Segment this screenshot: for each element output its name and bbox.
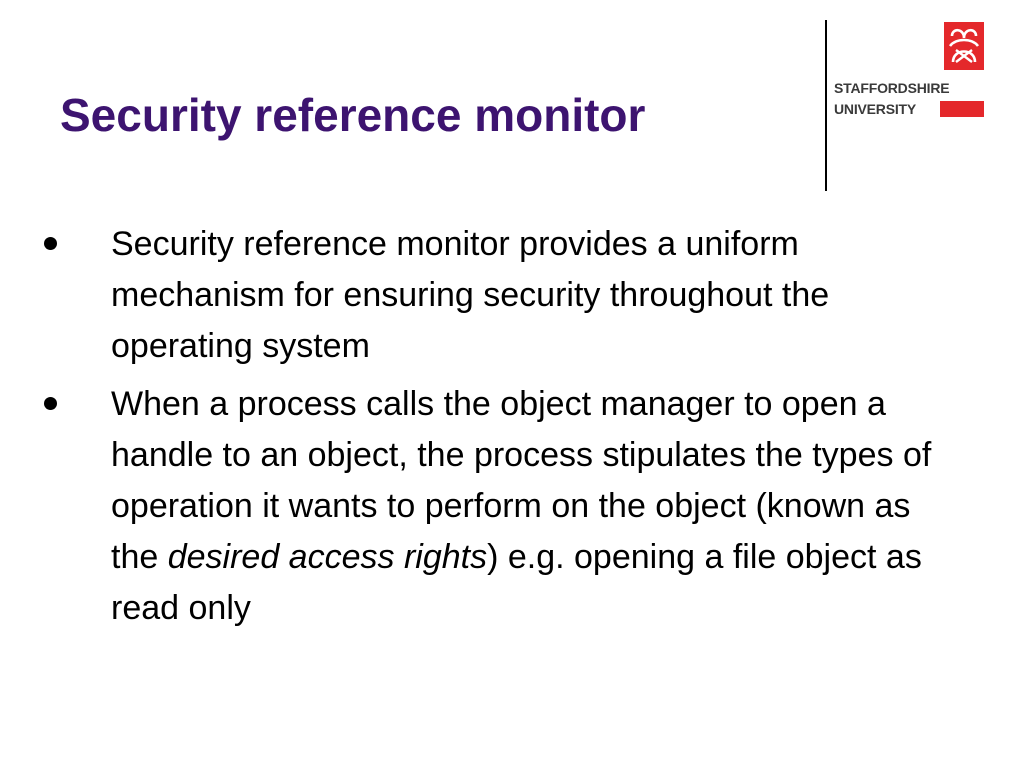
logo-text-line-2: UNIVERSITY xyxy=(834,101,917,117)
bullet-text: Security reference monitor provides a uniform mechanism for ensuring security throughout the operating system xyxy=(111,225,830,365)
bullet-dot-icon xyxy=(44,397,57,410)
bullet-text-before: When a process calls the object manager to open a handle to an object, the process stipulates the types of operation it wants to perform on the object (known as the xyxy=(111,385,932,576)
staffordshire-knot-icon xyxy=(944,22,984,70)
university-logo xyxy=(834,22,984,122)
bullet-emphasis: desired access rights xyxy=(167,538,488,576)
logo-red-bar xyxy=(940,101,984,117)
bullet-text-after: ) e.g. opening a file object as read only xyxy=(111,538,922,627)
bullet-list xyxy=(0,219,1024,641)
logo-text-line-1: STAFFORDSHIRE xyxy=(834,80,950,96)
vertical-divider xyxy=(825,20,827,191)
bullet-dot-icon xyxy=(44,237,57,250)
bullet-item xyxy=(0,379,1024,634)
bullet-item xyxy=(0,219,1024,372)
slide-title: Security reference monitor xyxy=(60,89,646,141)
